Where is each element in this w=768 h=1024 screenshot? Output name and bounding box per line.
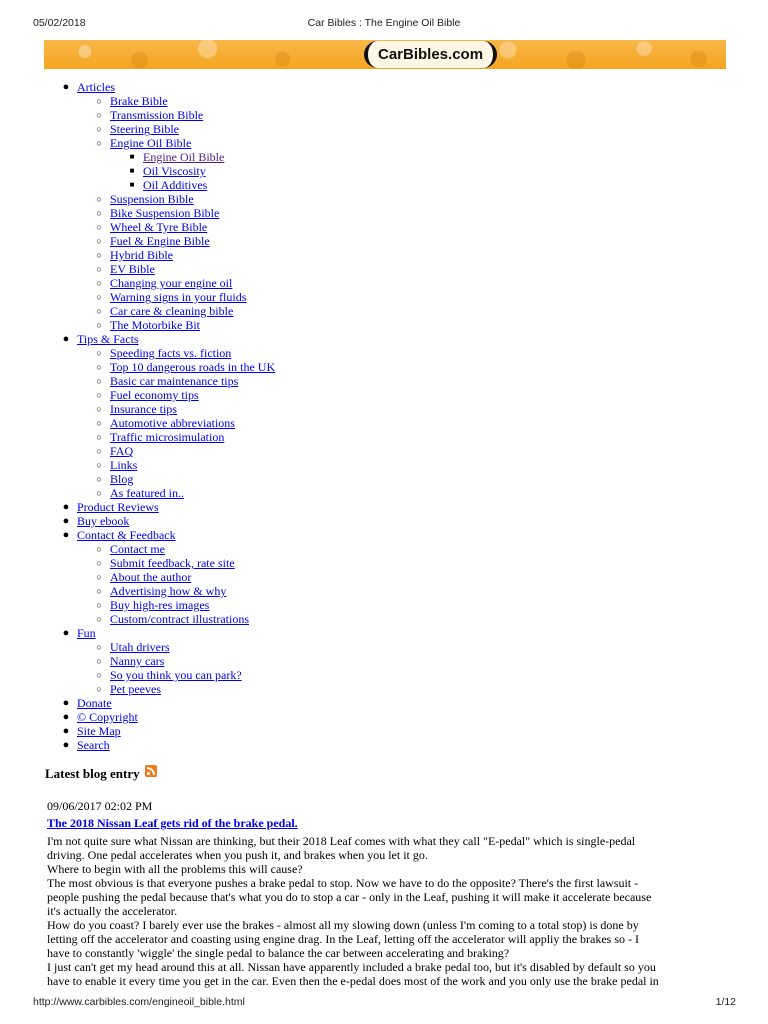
- rss-feed-icon[interactable]: [145, 765, 157, 777]
- nav-link-traffic[interactable]: Traffic microsimulation: [110, 430, 225, 444]
- nav-item-speeding: [40, 346, 275, 360]
- bullet-circle-icon: ○: [96, 586, 102, 596]
- blog-post-date: 09/06/2017 02:02 PM: [47, 799, 153, 813]
- blog-post-line: How do you coast? I barely ever use the brakes - almost all my slowing down (unless I'm coming to a total stop) is done by: [47, 918, 639, 932]
- bullet-circle-icon: ○: [96, 96, 102, 106]
- nav-link-contact-me[interactable]: Contact me: [110, 542, 165, 556]
- bullet-disc-icon: ●: [62, 529, 70, 541]
- blog-post-line: driving. One pedal accelerates when you push it, and brakes when you let it go.: [47, 848, 428, 862]
- bullet-circle-icon: ○: [96, 390, 102, 400]
- bullet-circle-icon: ○: [96, 250, 102, 260]
- nav-item-utah: [40, 640, 275, 654]
- nav-group-articles: [40, 94, 275, 332]
- nav-link-buy-ebook[interactable]: Buy ebook: [77, 514, 130, 528]
- blog-post-line: it's actually the accelerator.: [47, 904, 178, 918]
- nav-item-donate: [40, 696, 275, 710]
- bullet-circle-icon: ○: [96, 544, 102, 554]
- nav-item-sitemap: [40, 724, 275, 738]
- nav-link-steering[interactable]: Steering Bible: [110, 122, 179, 136]
- nav-item-car-care: [40, 304, 275, 318]
- nav-item-wheel-tyre: [40, 220, 275, 234]
- nav-item-fuel-engine: [40, 234, 275, 248]
- nav-item-warning-signs: [40, 290, 275, 304]
- nav-group-tips: [40, 346, 275, 500]
- nav-link-motorbike[interactable]: The Motorbike Bit: [110, 318, 200, 332]
- bullet-circle-icon: ○: [96, 404, 102, 414]
- nav-item-about: [40, 570, 275, 584]
- nav-link-changing-oil[interactable]: Changing your engine oil: [110, 276, 233, 290]
- nav-group-fun: [40, 640, 275, 696]
- nav-link-abbreviations[interactable]: Automotive abbreviations: [110, 416, 235, 430]
- nav-list: [40, 80, 275, 752]
- nav-item-brake: [40, 94, 275, 108]
- nav-item-contact-me: [40, 542, 275, 556]
- nav-item-oil-viscosity: [40, 164, 275, 178]
- nav-item-fun: [40, 626, 275, 640]
- bullet-circle-icon: ○: [96, 222, 102, 232]
- nav-item-product-reviews: [40, 500, 275, 514]
- bullet-circle-icon: ○: [96, 432, 102, 442]
- nav-item-top10: [40, 360, 275, 374]
- nav-link-maintenance[interactable]: Basic car maintenance tips: [110, 374, 239, 388]
- nav-link-peeves[interactable]: Pet peeves: [110, 682, 161, 696]
- nav-item-ev: [40, 262, 275, 276]
- nav-item-featured: [40, 486, 275, 500]
- nav-item-contact: [40, 528, 275, 542]
- nav-link-park[interactable]: So you think you can park?: [110, 668, 242, 682]
- nav-item-faq: [40, 444, 275, 458]
- bullet-circle-icon: ○: [96, 194, 102, 204]
- site-banner: [44, 40, 726, 69]
- site-logo[interactable]: CarBibles.com: [364, 41, 497, 68]
- blog-post-line: people pushing the pedal because that's what you do to stop a car - only in the Leaf, pushing it will make it accelerate because: [47, 890, 652, 904]
- bullet-square-icon: ■: [129, 166, 135, 175]
- bullet-disc-icon: ●: [62, 81, 70, 93]
- bullet-circle-icon: ○: [96, 614, 102, 624]
- blog-post-title-link[interactable]: The 2018 Nissan Leaf gets rid of the brake pedal.: [47, 816, 298, 830]
- bullet-circle-icon: ○: [96, 474, 102, 484]
- nav-link-copyright[interactable]: © Copyright: [77, 710, 138, 724]
- blog-post-line: have to enable it every time you get in the car. Even then the e-pedal does most of the work and you only use the brake pedal in: [47, 974, 659, 988]
- nav-link-top10[interactable]: Top 10 dangerous roads in the UK: [110, 360, 276, 374]
- bullet-circle-icon: ○: [96, 670, 102, 680]
- nav-link-engine-oil[interactable]: Engine Oil Bible: [110, 136, 192, 150]
- nav-item-search: [40, 738, 275, 752]
- nav-link-warning-signs[interactable]: Warning signs in your fluids: [110, 290, 247, 304]
- blog-post-body: [47, 834, 727, 988]
- bullet-circle-icon: ○: [96, 642, 102, 652]
- nav-link-utah[interactable]: Utah drivers: [110, 640, 170, 654]
- nav-item-blog: [40, 472, 275, 486]
- nav-item-fuel-economy: [40, 388, 275, 402]
- bullet-circle-icon: ○: [96, 320, 102, 330]
- nav-item-engine-oil: [40, 136, 275, 150]
- nav-link-oil-viscosity[interactable]: Oil Viscosity: [143, 164, 206, 178]
- nav-link-transmission[interactable]: Transmission Bible: [110, 108, 204, 122]
- nav-item-tips: [40, 332, 275, 346]
- nav-item-traffic: [40, 430, 275, 444]
- nav-group-engine-oil: [40, 150, 275, 192]
- nav-link-custom[interactable]: Custom/contract illustrations: [110, 612, 249, 626]
- nav-link-fuel-economy[interactable]: Fuel economy tips: [110, 388, 199, 402]
- bullet-circle-icon: ○: [96, 656, 102, 666]
- bullet-circle-icon: ○: [96, 264, 102, 274]
- nav-item-bike-suspension: [40, 206, 275, 220]
- nav-item-links: [40, 458, 275, 472]
- bullet-circle-icon: ○: [96, 418, 102, 428]
- nav-item-buy-images: [40, 598, 275, 612]
- nav-link-about[interactable]: About the author: [110, 570, 192, 584]
- nav-link-sitemap[interactable]: Site Map: [77, 724, 121, 738]
- nav-link-hybrid[interactable]: Hybrid Bible: [110, 248, 173, 262]
- nav-link-blog[interactable]: Blog: [110, 472, 134, 486]
- blog-post-line: The most obvious is that everyone pushes a brake pedal to stop. Now we have to do the opposite? There's the first lawsuit -: [47, 876, 639, 890]
- nav-link-engine-oil-bible-current[interactable]: Engine Oil Bible: [143, 150, 225, 164]
- bullet-circle-icon: ○: [96, 362, 102, 372]
- bullet-disc-icon: ●: [62, 627, 70, 639]
- blog-post-line: I just can't get my head around this at all. Nissan have apparently included a brake pedal too, but it's disabled by default so you: [47, 960, 656, 974]
- nav-item-steering: [40, 122, 275, 136]
- nav-link-contact[interactable]: Contact & Feedback: [77, 528, 176, 542]
- nav-item-peeves: [40, 682, 275, 696]
- nav-link-fuel-engine[interactable]: Fuel & Engine Bible: [110, 234, 210, 248]
- nav-item-changing-oil: [40, 276, 275, 290]
- nav-link-product-reviews[interactable]: Product Reviews: [77, 500, 159, 514]
- nav-item-suspension: [40, 192, 275, 206]
- blog-post-line: letting off the accelerator and coasting using engine drag. In the Leaf, letting off the accelerator will appliy the brakes so - I: [47, 932, 639, 946]
- latest-blog-heading: [45, 765, 157, 783]
- bullet-square-icon: ■: [129, 152, 135, 161]
- print-page-number: 1/12: [715, 996, 736, 1008]
- bullet-circle-icon: ○: [96, 488, 102, 498]
- bullet-circle-icon: ○: [96, 348, 102, 358]
- nav-link-donate[interactable]: Donate: [77, 696, 112, 710]
- nav-link-suspension[interactable]: Suspension Bible: [110, 192, 194, 206]
- bullet-circle-icon: ○: [96, 376, 102, 386]
- bullet-disc-icon: ●: [62, 697, 70, 709]
- bullet-disc-icon: ●: [62, 711, 70, 723]
- nav-link-links[interactable]: Links: [110, 458, 138, 472]
- nav-link-search[interactable]: Search: [77, 738, 110, 752]
- nav-link-wheel-tyre[interactable]: Wheel & Tyre Bible: [110, 220, 208, 234]
- nav-item-abbreviations: [40, 416, 275, 430]
- nav-link-car-care[interactable]: Car care & cleaning bible: [110, 304, 234, 318]
- print-title: Car Bibles : The Engine Oil Bible: [307, 17, 461, 29]
- bullet-disc-icon: ●: [62, 501, 70, 513]
- nav-link-tips[interactable]: Tips & Facts: [77, 332, 139, 346]
- nav-sublist-contact: [40, 542, 275, 626]
- print-url: http://www.carbibles.com/engineoil_bible.html: [33, 996, 245, 1008]
- nav-link-featured[interactable]: As featured in..: [110, 486, 184, 500]
- bullet-circle-icon: ○: [96, 110, 102, 120]
- bullet-disc-icon: ●: [62, 333, 70, 345]
- nav-link-articles[interactable]: Articles: [77, 80, 115, 94]
- nav-sublist-engine-oil: [40, 150, 275, 192]
- nav-link-ev[interactable]: EV Bible: [110, 262, 155, 276]
- nav-link-advertising[interactable]: Advertising how & why: [110, 584, 227, 598]
- nav-item-motorbike: [40, 318, 275, 332]
- bullet-disc-icon: ●: [62, 725, 70, 737]
- bullet-circle-icon: ○: [96, 306, 102, 316]
- bullet-circle-icon: ○: [96, 572, 102, 582]
- nav-link-bike-suspension[interactable]: Bike Suspension Bible: [110, 206, 220, 220]
- bullet-circle-icon: ○: [96, 446, 102, 456]
- nav-link-insurance[interactable]: Insurance tips: [110, 402, 177, 416]
- bullet-circle-icon: ○: [96, 292, 102, 302]
- nav-link-brake[interactable]: Brake Bible: [110, 94, 168, 108]
- bullet-circle-icon: ○: [96, 600, 102, 610]
- nav-item-engine-oil-bible: [40, 150, 275, 164]
- nav-sublist-fun: [40, 640, 275, 696]
- blog-post-line: have to constantly 'wiggle' the single pedal to balance the car between accelerating and braking?: [47, 946, 510, 960]
- bullet-circle-icon: ○: [96, 208, 102, 218]
- nav-item-park: [40, 668, 275, 682]
- latest-blog-heading-text: Latest blog entry: [45, 766, 140, 781]
- nav-link-speeding[interactable]: Speeding facts vs. fiction: [110, 346, 232, 360]
- nav-link-faq[interactable]: FAQ: [110, 444, 134, 458]
- bullet-circle-icon: ○: [96, 558, 102, 568]
- bullet-circle-icon: ○: [96, 278, 102, 288]
- bullet-circle-icon: ○: [96, 236, 102, 246]
- bullet-square-icon: ■: [129, 180, 135, 189]
- bullet-circle-icon: ○: [96, 138, 102, 148]
- bullet-circle-icon: ○: [96, 460, 102, 470]
- nav-item-oil-additives: [40, 178, 275, 192]
- blog-post-line: I'm not quite sure what Nissan are thinking, but their 2018 Leaf comes with what they call "E-pedal" which is single-pedal: [47, 834, 636, 848]
- bullet-circle-icon: ○: [96, 684, 102, 694]
- nav-item-maintenance: [40, 374, 275, 388]
- nav-item-insurance: [40, 402, 275, 416]
- nav-link-nanny[interactable]: Nanny cars: [110, 654, 165, 668]
- nav-item-buy-ebook: [40, 514, 275, 528]
- nav-item-articles: [40, 80, 275, 94]
- nav-link-oil-additives[interactable]: Oil Additives: [143, 178, 208, 192]
- nav-item-custom: [40, 612, 275, 626]
- nav-link-fun[interactable]: Fun: [77, 626, 96, 640]
- nav-group-contact: [40, 542, 275, 626]
- nav-item-advertising: [40, 584, 275, 598]
- nav-item-copyright: [40, 710, 275, 724]
- nav-item-hybrid: [40, 248, 275, 262]
- nav-item-transmission: [40, 108, 275, 122]
- nav-item-submit-feedback: [40, 556, 275, 570]
- nav-link-submit-feedback[interactable]: Submit feedback, rate site: [110, 556, 235, 570]
- bullet-disc-icon: ●: [62, 515, 70, 527]
- main-navigation: [40, 80, 275, 752]
- nav-link-buy-images[interactable]: Buy high-res images: [110, 598, 210, 612]
- print-date: 05/02/2018: [33, 17, 86, 29]
- bullet-circle-icon: ○: [96, 124, 102, 134]
- nav-sublist-tips: [40, 346, 275, 500]
- nav-sublist-articles: [40, 94, 275, 332]
- blog-post-line: Where to begin with all the problems this will cause?: [47, 862, 303, 876]
- bullet-disc-icon: ●: [62, 739, 70, 751]
- nav-item-nanny: [40, 654, 275, 668]
